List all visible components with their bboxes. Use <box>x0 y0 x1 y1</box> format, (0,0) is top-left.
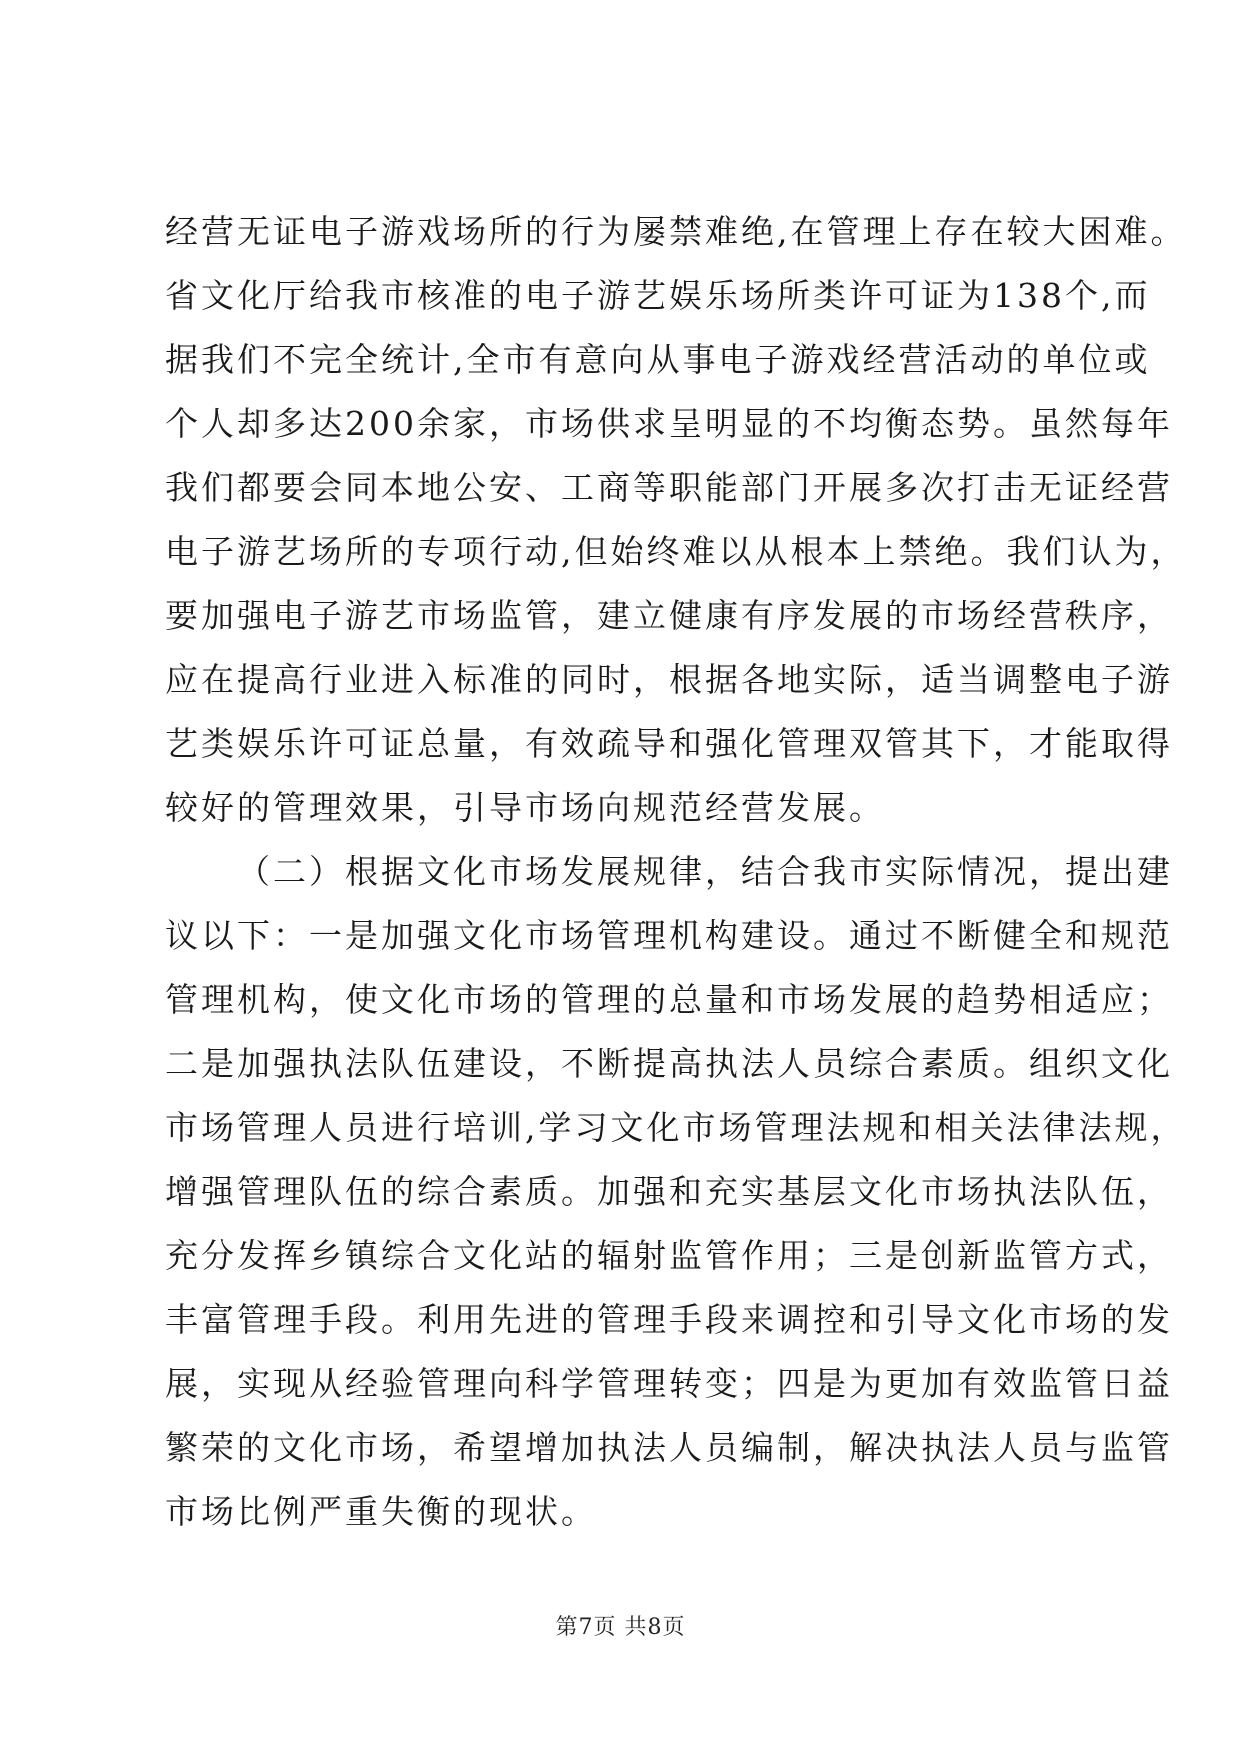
text-line: 充分发挥乡镇综合文化站的辐射监管作用；三是创新监管方式， <box>165 1236 1173 1275</box>
text-line: 应在提高行业进入标准的同时，根据各地实际，适当调整电子游 <box>165 660 1173 699</box>
text-line: 二是加强执法队伍建设，不断提高执法人员综合素质。组织文化 <box>165 1044 1173 1083</box>
text-line: 议以下：一是加强文化市场管理机构建设。通过不断健全和规范 <box>165 916 1173 955</box>
text-line: （二）根据文化市场发展规律，结合我市实际情况，提出建 <box>237 852 1173 891</box>
paragraph-2 <box>165 840 1187 1544</box>
text-line: 艺类娱乐许可证总量，有效疏导和强化管理双管其下，才能取得 <box>165 724 1173 763</box>
page-number-footer: 第7页 共8页 <box>555 1615 686 1640</box>
text-line: 增强管理队伍的综合素质。加强和充实基层文化市场执法队伍， <box>165 1172 1173 1211</box>
text-line: 管理机构，使文化市场的管理的总量和市场发展的趋势相适应； <box>165 980 1173 1019</box>
text-line: 丰富管理手段。利用先进的管理手段来调控和引导文化市场的发 <box>165 1300 1173 1339</box>
paragraph-1 <box>165 200 1187 840</box>
text-line: 省文化厅给我市核准的电子游艺娱乐场所类许可证为138个,而 <box>165 276 1151 315</box>
text-line: 市场比例严重失衡的现状。 <box>165 1492 597 1531</box>
text-line: 我们都要会同本地公安、工商等职能部门开展多次打击无证经营 <box>165 468 1173 507</box>
text-line: 个人却多达200余家，市场供求呈明显的不均衡态势。虽然每年 <box>165 404 1173 443</box>
document-body <box>165 200 1187 1544</box>
text-line: 据我们不完全统计,全市有意向从事电子游戏经营活动的单位或 <box>165 340 1151 379</box>
text-line: 展，实现从经验管理向科学管理转变；四是为更加有效监管日益 <box>165 1364 1173 1403</box>
text-line: 较好的管理效果，引导市场向规范经营发展。 <box>165 788 885 827</box>
text-line: 电子游艺场所的专项行动,但始终难以从根本上禁绝。我们认为， <box>165 532 1187 571</box>
text-line: 市场管理人员进行培训,学习文化市场管理法规和相关法律法规， <box>165 1108 1187 1147</box>
text-line: 繁荣的文化市场，希望增加执法人员编制，解决执法人员与监管 <box>165 1428 1173 1467</box>
text-line: 要加强电子游艺市场监管，建立健康有序发展的市场经营秩序， <box>165 596 1173 635</box>
text-line: 经营无证电子游戏场所的行为屡禁难绝,在管理上存在较大困难。 <box>165 212 1187 251</box>
